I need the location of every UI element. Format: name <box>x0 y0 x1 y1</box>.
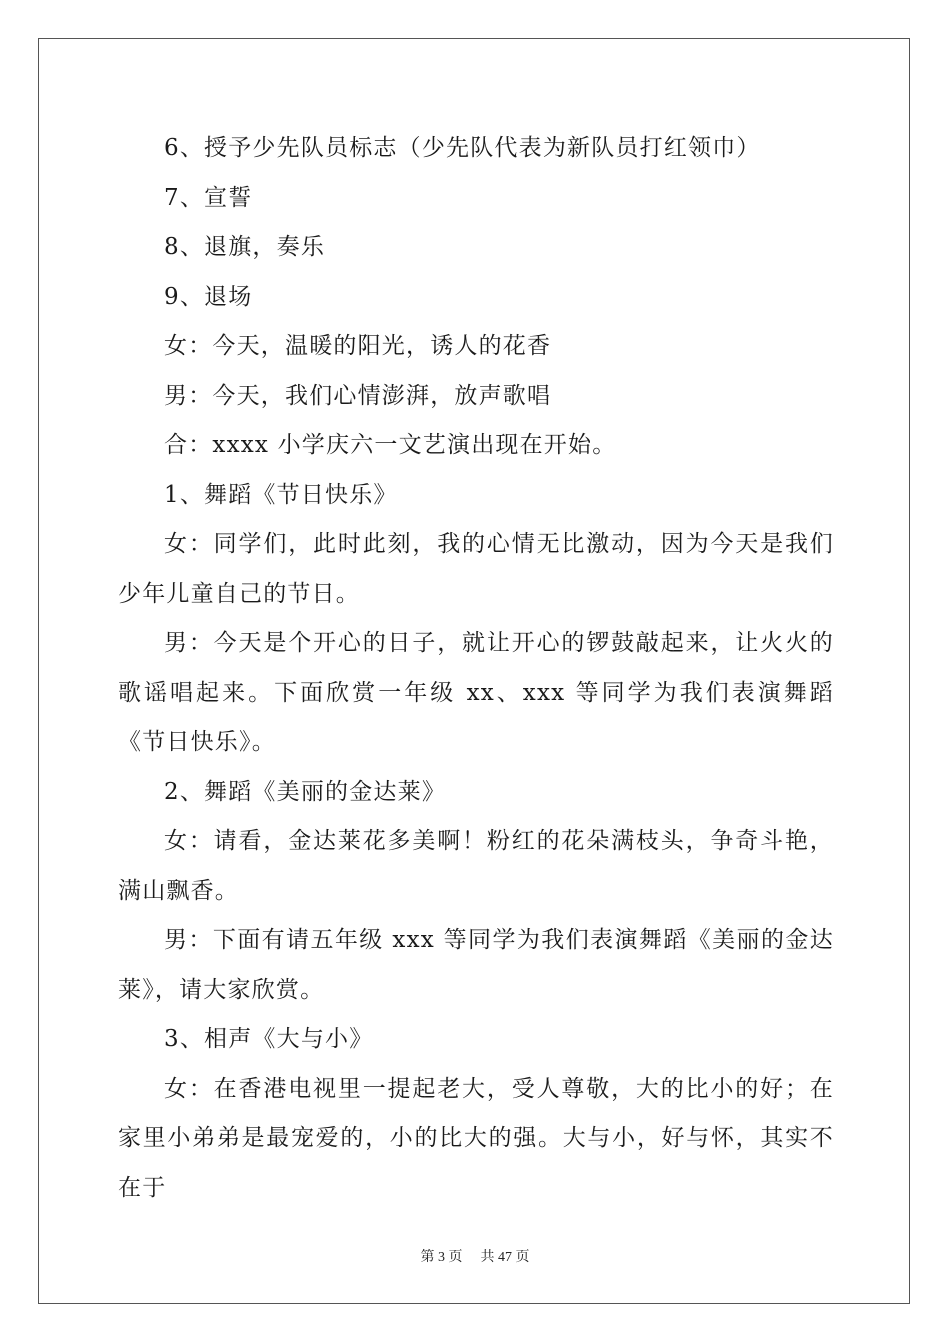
dialogue-line: 女：在香港电视里一提起老大，受人尊敬，大的比小的好；在家里小弟弟是最宠爱的，小的比大的强。大与小，好与怀，其实不在于 <box>118 1075 834 1201</box>
dialogue-line: 男：今天是个开心的日子，就让开心的锣鼓敲起来，让火火的歌谣唱起来。下面欣赏一年级 xx、xxx 等同学为我们表演舞蹈《节日快乐》。 <box>118 630 834 755</box>
dialogue-line: 女：请看，金达莱花多美啊！粉红的花朵满枝头，争奇斗艳，满山飘香。 <box>118 828 834 904</box>
dialogue-line: 合：xxxx 小学庆六一文艺演出现在开始。 <box>164 432 617 458</box>
list-item: 9、退场 <box>164 283 253 310</box>
dialogue-line: 男：今天，我们心情澎湃，放声歌唱 <box>164 382 552 409</box>
page-total: 共 47 页 <box>480 1250 530 1265</box>
dialogue-line: 女：今天，温暖的阳光，诱人的花香 <box>164 333 552 359</box>
program-item: 1、舞蹈《节日快乐》 <box>164 481 398 508</box>
dialogue-line: 男：下面有请五年级 xxx 等同学为我们表演舞蹈《美丽的金达莱》，请大家欣赏。 <box>118 927 834 1003</box>
dialogue-line: 女：同学们，此时此刻，我的心情无比激动，因为今天是我们少年儿童自己的节日。 <box>118 531 834 607</box>
page-number: 第 3 页 <box>420 1250 463 1265</box>
list-item: 8、退旗，奏乐 <box>164 234 326 260</box>
page-footer <box>0 1246 950 1266</box>
list-item: 7、宣誓 <box>164 184 253 211</box>
list-item: 6、授予少先队员标志（少先队代表为新队员打红领巾） <box>164 135 761 161</box>
document-body <box>118 124 834 1213</box>
program-item: 3、相声《大与小》 <box>164 1026 374 1052</box>
program-item: 2、舞蹈《美丽的金达莱》 <box>164 778 447 805</box>
